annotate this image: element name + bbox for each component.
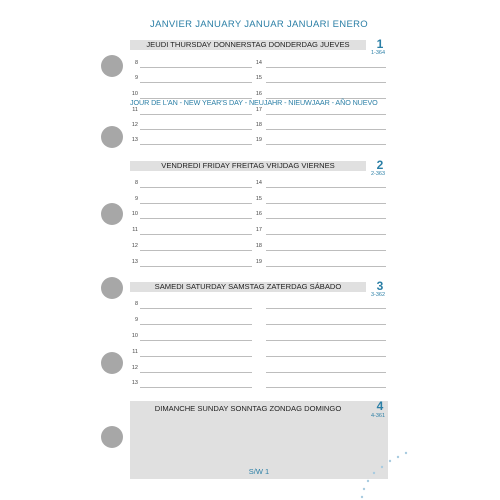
hour-row (130, 301, 390, 311)
hour-label: 13 (131, 380, 138, 386)
writing-line[interactable] (266, 114, 386, 115)
writing-line[interactable] (140, 308, 252, 309)
writing-line[interactable] (140, 250, 252, 251)
hour-label: 16 (255, 91, 262, 97)
writing-line[interactable] (266, 324, 386, 325)
hour-row (130, 243, 390, 253)
hour-label: 9 (134, 317, 138, 323)
hour-label: 8 (134, 301, 138, 307)
day-number: 3 (376, 279, 384, 293)
writing-line[interactable] (140, 67, 252, 68)
binder-hole (101, 126, 123, 148)
hour-row (130, 196, 390, 206)
day-count: 2-363 (370, 171, 386, 177)
writing-line[interactable] (266, 250, 386, 251)
writing-line[interactable] (266, 82, 386, 83)
hour-label: 18 (255, 122, 262, 128)
day-header: JEUDI THURSDAY DONNERSTAG DONDERDAG JUEVES (130, 40, 366, 50)
binder-hole (101, 352, 123, 374)
hour-row (130, 227, 390, 237)
hour-label: 11 (132, 349, 138, 355)
writing-line[interactable] (140, 234, 252, 235)
holiday-label: JOUR DE L'AN - NEW YEAR'S DAY - NEUJAHR - NIEUWJAAR - AÑO NUEVO (130, 98, 378, 107)
hour-row (130, 333, 390, 343)
hour-label: 10 (131, 91, 138, 97)
writing-line[interactable] (140, 187, 252, 188)
hour-label: 13 (131, 259, 138, 265)
writing-line[interactable] (140, 114, 252, 115)
hour-row (130, 122, 390, 132)
hour-label: 9 (134, 75, 138, 81)
hour-label: 12 (131, 365, 138, 371)
hour-label: 12 (131, 243, 138, 249)
month-title: JANVIER JANUARY JANUAR JANUARI ENERO (150, 19, 368, 30)
writing-line[interactable] (140, 372, 252, 373)
writing-line[interactable] (266, 234, 386, 235)
hour-label: 11 (132, 107, 138, 113)
hour-row (130, 137, 390, 147)
binder-hole (101, 203, 123, 225)
hour-row (130, 349, 390, 359)
hour-label: 12 (131, 122, 138, 128)
hour-label: 13 (131, 137, 138, 143)
hour-label: 19 (255, 259, 262, 265)
writing-line[interactable] (266, 129, 386, 130)
binder-hole (101, 277, 123, 299)
hour-label: 15 (255, 75, 262, 81)
hour-label: 9 (134, 196, 138, 202)
hour-label: 10 (131, 333, 138, 339)
day-header: VENDREDI FRIDAY FREITAG VRIJDAG VIERNES (130, 161, 366, 171)
writing-line[interactable] (266, 372, 386, 373)
writing-line[interactable] (140, 129, 252, 130)
writing-line[interactable] (266, 387, 386, 388)
writing-line[interactable] (266, 144, 386, 145)
hour-row (130, 180, 390, 190)
hour-label: 14 (255, 60, 262, 66)
writing-line[interactable] (140, 82, 252, 83)
decorative-dots (360, 445, 420, 500)
writing-line[interactable] (140, 203, 252, 204)
hour-label: 14 (255, 180, 262, 186)
writing-line[interactable] (266, 203, 386, 204)
writing-line[interactable] (266, 187, 386, 188)
hour-label: 8 (134, 180, 138, 186)
day-header: SAMEDI SATURDAY SAMSTAG ZATERDAG SÁBADO (130, 282, 366, 292)
binder-hole (101, 426, 123, 448)
hour-label: 8 (134, 60, 138, 66)
hour-row (130, 317, 390, 327)
hour-row (130, 60, 390, 70)
day-count: 3-362 (370, 292, 386, 298)
writing-line[interactable] (140, 324, 252, 325)
writing-line[interactable] (140, 218, 252, 219)
writing-line[interactable] (266, 218, 386, 219)
writing-line[interactable] (266, 340, 386, 341)
writing-line[interactable] (140, 266, 252, 267)
day-number: 4 (376, 399, 384, 413)
hour-label: 17 (255, 227, 262, 233)
week-number-label: S/W 1 (248, 467, 270, 476)
hour-label: 18 (255, 243, 262, 249)
hour-row (130, 380, 390, 390)
day-header: DIMANCHE SUNDAY SONNTAG ZONDAG DOMINGO (154, 404, 342, 413)
writing-line[interactable] (266, 356, 386, 357)
writing-line[interactable] (140, 356, 252, 357)
hour-label: 17 (255, 107, 262, 113)
day-count: 1-364 (370, 50, 386, 56)
day-count: 4-361 (370, 413, 386, 419)
sunday-block[interactable] (130, 401, 388, 479)
binder-hole (101, 55, 123, 77)
hour-label: 11 (132, 227, 138, 233)
hour-row (130, 211, 390, 221)
hour-label: 16 (255, 211, 262, 217)
hour-row (130, 365, 390, 375)
hour-row (130, 259, 390, 269)
day-number: 1 (376, 37, 384, 51)
hour-row (130, 107, 390, 117)
writing-line[interactable] (266, 67, 386, 68)
day-number: 2 (376, 158, 384, 172)
hour-row (130, 75, 390, 85)
hour-label: 15 (255, 196, 262, 202)
hour-label: 19 (255, 137, 262, 143)
writing-line[interactable] (140, 387, 252, 388)
writing-line[interactable] (140, 340, 252, 341)
writing-line[interactable] (266, 308, 386, 309)
writing-line[interactable] (266, 266, 386, 267)
writing-line[interactable] (140, 144, 252, 145)
hour-label: 10 (131, 211, 138, 217)
